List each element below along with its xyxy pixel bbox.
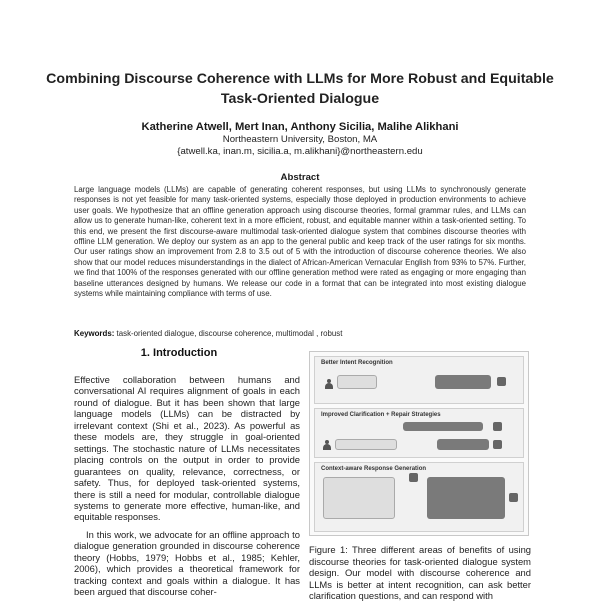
system-repair-bubble [437, 439, 489, 450]
figure-panel-intent-recognition [314, 356, 524, 404]
robot-icon [497, 377, 506, 386]
user-icon [323, 440, 331, 450]
figure-caption: Figure 1: Three different areas of benefits of using discourse theories for task-oriented dialogue system design. Our model with discourse coherence and LLMs is better at intent recognition, can ask better clarification questions, and can respond with [309, 544, 531, 602]
figure-panel-title: Better Intent Recognition [321, 360, 393, 366]
user-reply-bubble [335, 439, 397, 450]
option-list-left [323, 477, 395, 519]
robot-icon [509, 493, 518, 502]
intro-paragraph: Effective collaboration between humans and conversational AI requires alignment of goals in each round of dialogue. But it has been shown that large language models (LLMs) can be distracted by irrelevant context (Shi et al., 2023). As powerful as these models are, they struggle in goal-oriented settings. The stochastic nature of LLMs necessitates placing controls on the output in order to provide guarantees on quality, relevance, correctness, or safety. Thus, for deployed task-oriented systems, there is still a need for modular, controllable dialogue systems to generate more effective, human-like, and equitable responses. [74, 374, 300, 523]
affiliation: Northeastern University, Boston, MA [222, 134, 378, 145]
figure-1 [309, 351, 529, 536]
section-heading-introduction: 1. Introduction [140, 347, 218, 359]
paper-title: Combining Discourse Coherence with LLMs for More Robust and Equitable Task-Oriented Dialogue [46, 71, 554, 107]
keywords-text: task-oriented dialogue, discourse coherence, multimodal , robust [116, 329, 343, 338]
system-question-bubble [403, 422, 483, 431]
author-emails: {atwell.ka, inan.m, sicilia.a, m.alikhani}@northeastern.edu [177, 146, 423, 157]
user-message-bubble [337, 375, 377, 389]
robot-icon [493, 440, 502, 449]
option-list-right [427, 477, 505, 519]
keywords [74, 329, 526, 339]
keywords-label: Keywords: [74, 329, 115, 338]
user-icon [325, 379, 333, 389]
introduction-body [74, 374, 300, 604]
figure-panel-response-generation [314, 462, 524, 532]
figure-panel-title: Context-aware Response Generation [321, 466, 427, 472]
robot-icon [409, 473, 418, 482]
abstract-text: Large language models (LLMs) are capable of generating coherent responses, but using LLMs to synchronously generate responses is not yet feasible for many task-oriented systems, especially those deployed in production environments to achieve user goals. We hypothesize that an offline generation approach using discourse theories, formal grammar rules, and LLMs can allow us to generate human-like, coherent text in a more efficient, robust, and equitable manner within a task-oriented setting. To this end, we present the first discourse-aware multimodal task-oriented dialogue system that combines discourse theories with offline LLM generation. We deploy our system as an app to the general public and keep track of the user ratings for six months. Our user ratings show an improvement from 2.8 to 3.5 out of 5 with the introduction of discourse coherence theories. We also show that our model reduces misunderstandings in the dialect of African-American Vernacular English from 93% to 57%. Further, we find that 100% of the responses generated with our offline generation method were rated as engaging or more engaging than baseline utterances designed by humans. We release our code in a format that can be integrated into most existing dialogue systems while maintaining compliance with terms of use. [74, 185, 526, 299]
intro-paragraph: In this work, we advocate for an offline approach to dialogue generation grounded in discourse coherence theory (Hobbs, 1979; Hobbs et al., 1985; Kehler, 2006), which provides a theoretical framework for tracking context and goals within a dialogue. It has been argued that discourse coher- [74, 528, 300, 598]
figure-panel-clarification-repair [314, 408, 524, 458]
system-response-bubble [435, 375, 491, 389]
figure-panel-title: Improved Clarification + Repair Strategies [321, 412, 441, 418]
robot-icon [493, 422, 502, 431]
abstract-heading: Abstract [280, 172, 320, 183]
author-list: Katherine Atwell, Mert Inan, Anthony Sicilia, Malihe Alikhani [141, 121, 459, 133]
